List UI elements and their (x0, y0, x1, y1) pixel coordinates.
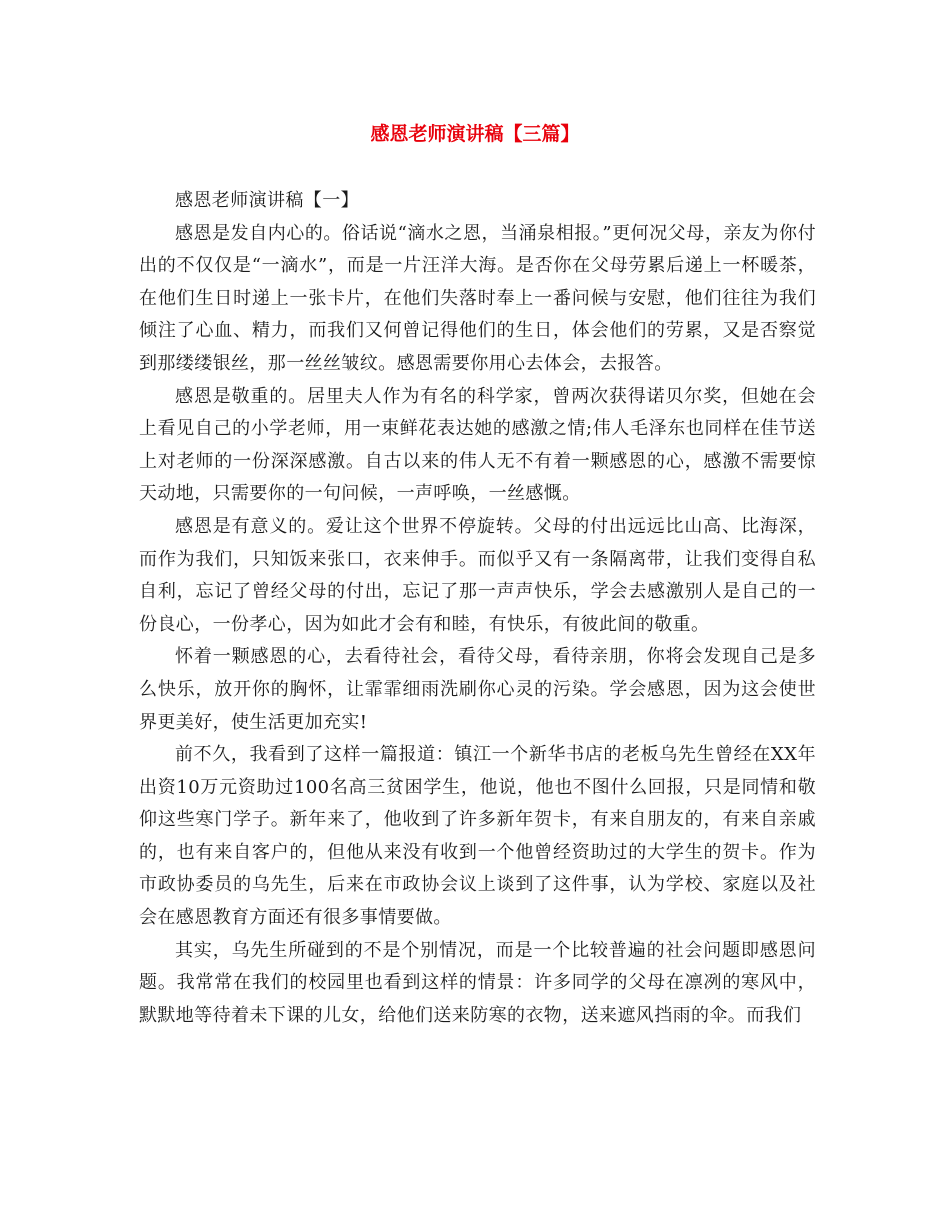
section-heading: 感恩老师演讲稿【一】 (175, 190, 359, 211)
paragraph-2: 感恩是敬重的。居里夫人作为有名的科学家，曾两次获得诺贝尔奖，但她在会上看见自己的小学老师，用一束鲜花表达她的感激之情;伟人毛泽东也同样在佳节送上对老师的一份深深感激。自古以来的伟人无不有着一颗感恩的心，感激不需要惊天动地，只需要你的一句问候，一声呼唤，一丝感慨。 (139, 385, 816, 505)
document-body (139, 185, 816, 1032)
paragraph-3: 感恩是有意义的。爱让这个世界不停旋转。父母的付出远远比山高、比海深，而作为我们，只知饭来张口，衣来伸手。而似乎又有一条隔离带，让我们变得自私自利，忘记了曾经父母的付出，忘记了那一声声快乐，学会去感激别人是自己的一份良心，一份孝心，因为如此才会有和睦，有快乐，有彼此间的敬重。 (139, 515, 816, 635)
document-title: 感恩老师演讲稿【三篇】 (370, 123, 580, 145)
paragraph-4: 怀着一颗感恩的心，去看待社会，看待父母，看待亲朋，你将会发现自己是多么快乐，放开你的胸怀，让霏霏细雨洗刷你心灵的污染。学会感恩，因为这会使世界更美好，使生活更加充实! (139, 646, 816, 733)
paragraph-1: 感恩是发自内心的。俗话说“滴水之恩，当涌泉相报。”更何况父母，亲友为你付出的不仅仅是“一滴水”，而是一片汪洋大海。是否你在父母劳累后递上一杯暖茶，在他们生日时递上一张卡片，在他们失落时奉上一番问候与安慰，他们往往为我们倾注了心血、精力，而我们又何曾记得他们的生日，体会他们的劳累，又是否察觉到那缕缕银丝，那一丝丝皱纹。感恩需要你用心去体会，去报答。 (139, 222, 816, 374)
paragraph-6: 其实，乌先生所碰到的不是个别情况，而是一个比较普遍的社会问题即感恩问题。我常常在我们的校园里也看到这样的情景：许多同学的父母在凛冽的寒风中，默默地等待着未下课的儿女，给他们送来防寒的衣物，送来遮风挡雨的伞。而我们 (139, 939, 816, 1026)
paragraph-5: 前不久，我看到了这样一篇报道：镇江一个新华书店的老板乌先生曾经在XX年出资10万元资助过100名高三贫困学生，他说，他也不图什么回报，只是同情和敬仰这些寒门学子。新年来了，他收到了许多新年贺卡，有来自朋友的，有来自亲戚的，也有来自客户的，但他从来没有收到一个他曾经资助过的大学生的贺卡。作为市政协委员的乌先生，后来在市政协会议上谈到了这件事，认为学校、家庭以及社会在感恩教育方面还有很多事情要做。 (139, 744, 816, 929)
